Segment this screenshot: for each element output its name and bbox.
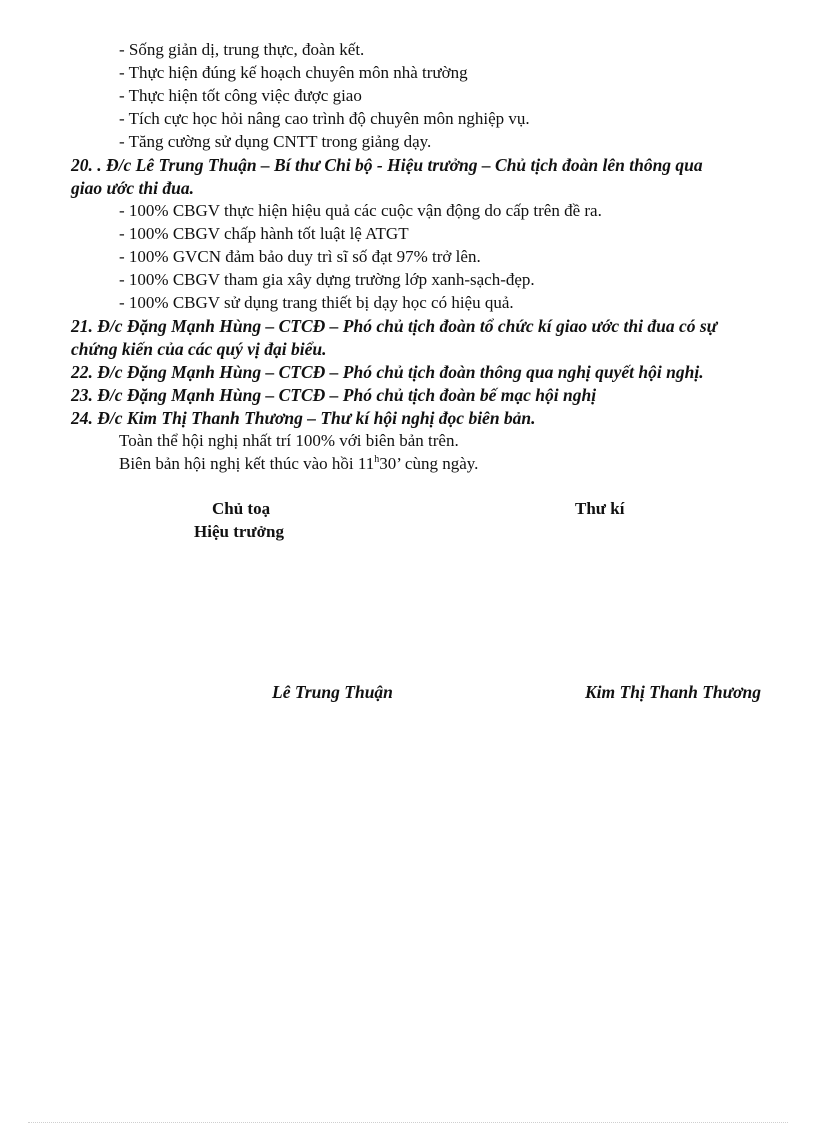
chair-title: Chủ toạ (212, 499, 271, 518)
end-time-prefix: Biên bản hội nghị kết thúc vào hồi 11 (119, 454, 375, 473)
agenda-item-21-cont: chứng kiến của các quý vị đại biểu. (71, 339, 327, 359)
bullet-line: - Thực hiện tốt công việc được giao (119, 86, 362, 105)
agenda-item-20: 20. . Đ/c Lê Trung Thuận – Bí thư Chi bộ - Hiệu trưởng – Chủ tịch đoàn lên thông qua (71, 155, 703, 175)
commitment-line: - 100% CBGV thực hiện hiệu quả các cuộc vận động do cấp trên đề ra. (119, 201, 602, 220)
end-time-line (119, 453, 478, 475)
agenda-item-24: 24. Đ/c Kim Thị Thanh Thương – Thư kí hội nghị đọc biên bản. (71, 408, 536, 428)
bullet-line: - Tích cực học hỏi nâng cao trình độ chuyên môn nghiệp vụ. (119, 109, 530, 128)
agenda-item-23: 23. Đ/c Đặng Mạnh Hùng – CTCĐ – Phó chủ tịch đoàn bế mạc hội nghị (71, 385, 597, 405)
agenda-item-20-cont: giao ước thi đua. (71, 178, 194, 198)
agenda-item-21: 21. Đ/c Đặng Mạnh Hùng – CTCĐ – Phó chủ tịch đoàn tổ chức kí giao ước thi đua có sự (71, 316, 718, 336)
agreement-line: Toàn thể hội nghị nhất trí 100% với biên bản trên. (119, 431, 459, 450)
end-time-hour-mark: h (374, 454, 380, 465)
chair-role: Hiệu trưởng (194, 522, 284, 541)
agenda-item-22: 22. Đ/c Đặng Mạnh Hùng – CTCĐ – Phó chủ tịch đoàn thông qua nghị quyết hội nghị. (71, 362, 704, 382)
commitment-line: - 100% GVCN đảm bảo duy trì sĩ số đạt 97% trở lên. (119, 247, 481, 266)
secretary-name: Kim Thị Thanh Thương (585, 682, 761, 702)
commitment-line: - 100% CBGV tham gia xây dựng trường lớp xanh-sạch-đẹp. (119, 270, 535, 289)
commitment-line: - 100% CBGV chấp hành tốt luật lệ ATGT (119, 224, 409, 243)
chair-name: Lê Trung Thuận (272, 682, 393, 702)
secretary-title: Thư kí (575, 499, 625, 518)
bullet-line: - Sống giản dị, trung thực, đoàn kết. (119, 40, 365, 59)
bullet-line: - Tăng cường sử dụng CNTT trong giảng dạy. (119, 132, 432, 151)
commitment-line: - 100% CBGV sử dụng trang thiết bị dạy học có hiệu quả. (119, 293, 514, 312)
bullet-line: - Thực hiện đúng kế hoạch chuyên môn nhà trường (119, 63, 468, 82)
end-time-suffix: 30’ cùng ngày. (379, 454, 479, 473)
